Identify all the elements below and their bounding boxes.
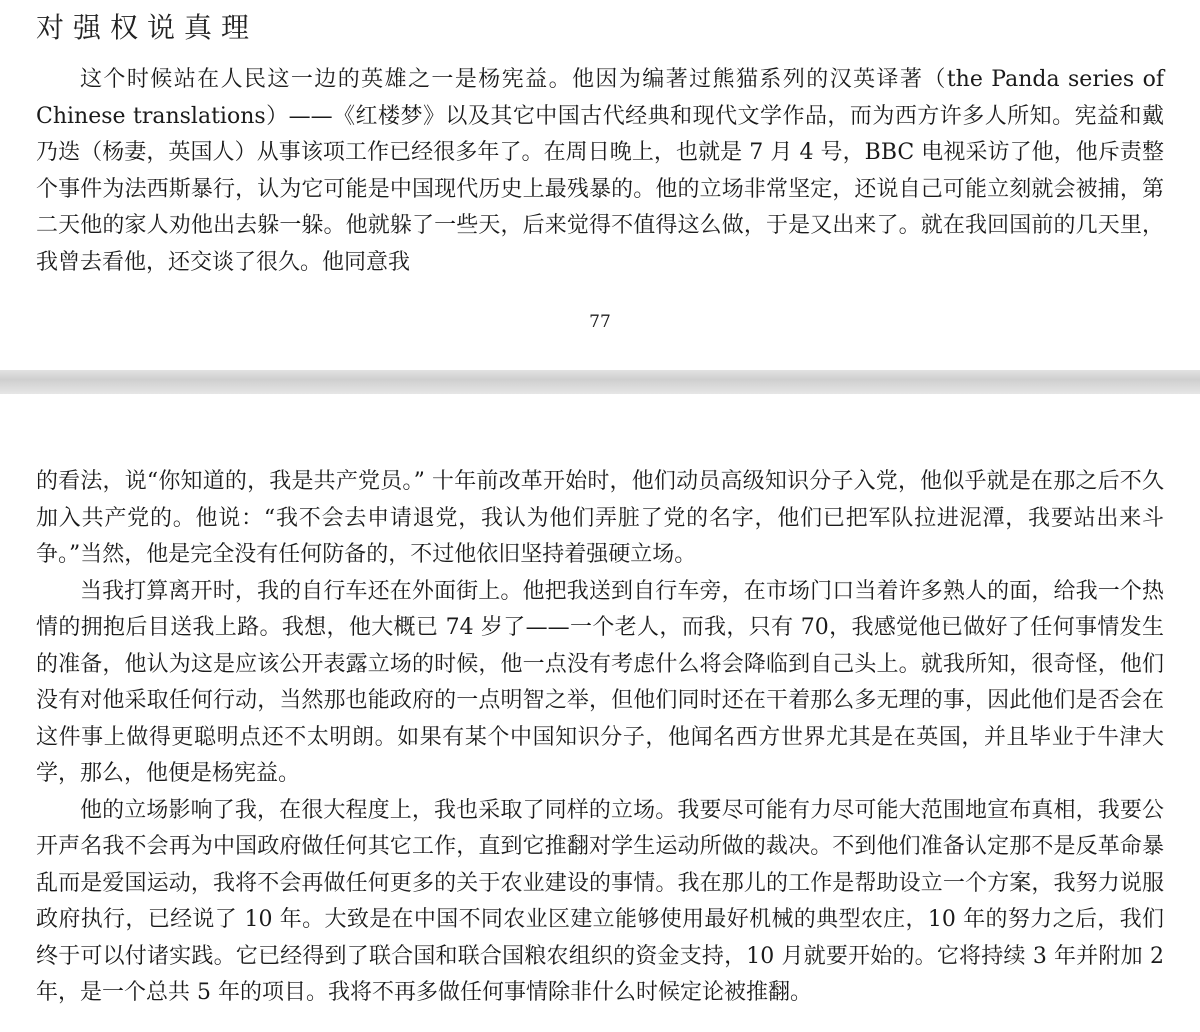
document-page-bottom bbox=[0, 394, 1200, 1032]
paragraph-text: 他的立场影响了我，在很大程度上，我也采取了同样的立场。我要尽可能有力尽可能大范围地宣布真相，我要公开声名我不会再为中国政府做任何其它工作，直到它推翻对学生运动所做的裁决。不到他们准备认定那不是反革命暴乱而是爱国运动，我将不会再做任何更多的关于农业建设的事情。我在那儿的工作是帮助设立一个方案，我努力说服政府执行，已经说了 10 年。大致是在中国不同农业区建立能够使用最好机械的典型农庄，10 年的努力之后，我们终于可以付诸实践。它已经得到了联合国和联合国粮农组织的资金支持，10 月就要开始的。它将持续 3 年并附加 2 年，是一个总共 5 年的项目。我将不再多做任何事情除非什么时候定论被推翻。 bbox=[36, 797, 1164, 1005]
paragraph-text: 当我打算离开时，我的自行车还在外面街上。他把我送到自行车旁，在市场门口当着许多熟人的面，给我一个热情的拥抱后目送我上路。我想，他大概已 74 岁了——一个老人，而我，只有 70，我感觉他已做好了任何事情发生的准备，他认为这是应该公开表露立场的时候，他一点没有考虑什么将会降临到自己头上。就我所知，很奇怪，他们没有对他采取任何行动，当然那也能政府的一点明智之举，但他们同时还在干着那么多无理的事，因此他们是否会在这件事上做得更聪明点还不太明朗。如果有某个中国知识分子，他闻名西方世界尤其是在英国，并且毕业于牛津大学，那么，他便是杨宪益。 bbox=[36, 578, 1164, 786]
page-number: 77 bbox=[589, 312, 611, 332]
running-header-title: 对强权说真理 bbox=[36, 11, 259, 44]
bottom-page-text bbox=[36, 464, 1164, 1012]
top-page-text bbox=[36, 62, 1164, 281]
paragraph-text: 的看法，说“你知道的，我是共产党员。” 十年前改革开始时，他们动员高级知识分子入党，他似乎就是在那之后不久加入共产党的。他说：“我不会去申请退党，我认为他们弄脏了党的名字，他们已把军队拉进泥潭，我要站出来斗争。”当然，他是完全没有任何防备的，不过他依旧坚持着强硬立场。 bbox=[36, 469, 1164, 567]
paragraph-text: 这个时候站在人民这一边的英雄之一是杨宪益。他因为编著过熊猫系列的汉英译著（the Panda series of Chinese translations）——《红楼梦》以及其它中国古代经典和现代文学作品，而为西方许多人所知。宪益和戴乃迭（杨妻，英国人）从事该项工作已经很多年了。在周日晚上，也就是 7 月 4 号，BBC 电视采访了他，他斥责整个事件为法西斯暴行，认为它可能是中国现代历史上最残暴的。他的立场非常坚定，还说自己可能立刻就会被捕，第二天他的家人劝他出去躲一躲。他就躲了一些天，后来觉得不值得这么做，于是又出来了。就在我回国前的几天里，我曾去看他，还交谈了很久。他同意我 bbox=[36, 67, 1164, 275]
page-separator bbox=[0, 370, 1200, 394]
document-page-top bbox=[0, 0, 1200, 370]
